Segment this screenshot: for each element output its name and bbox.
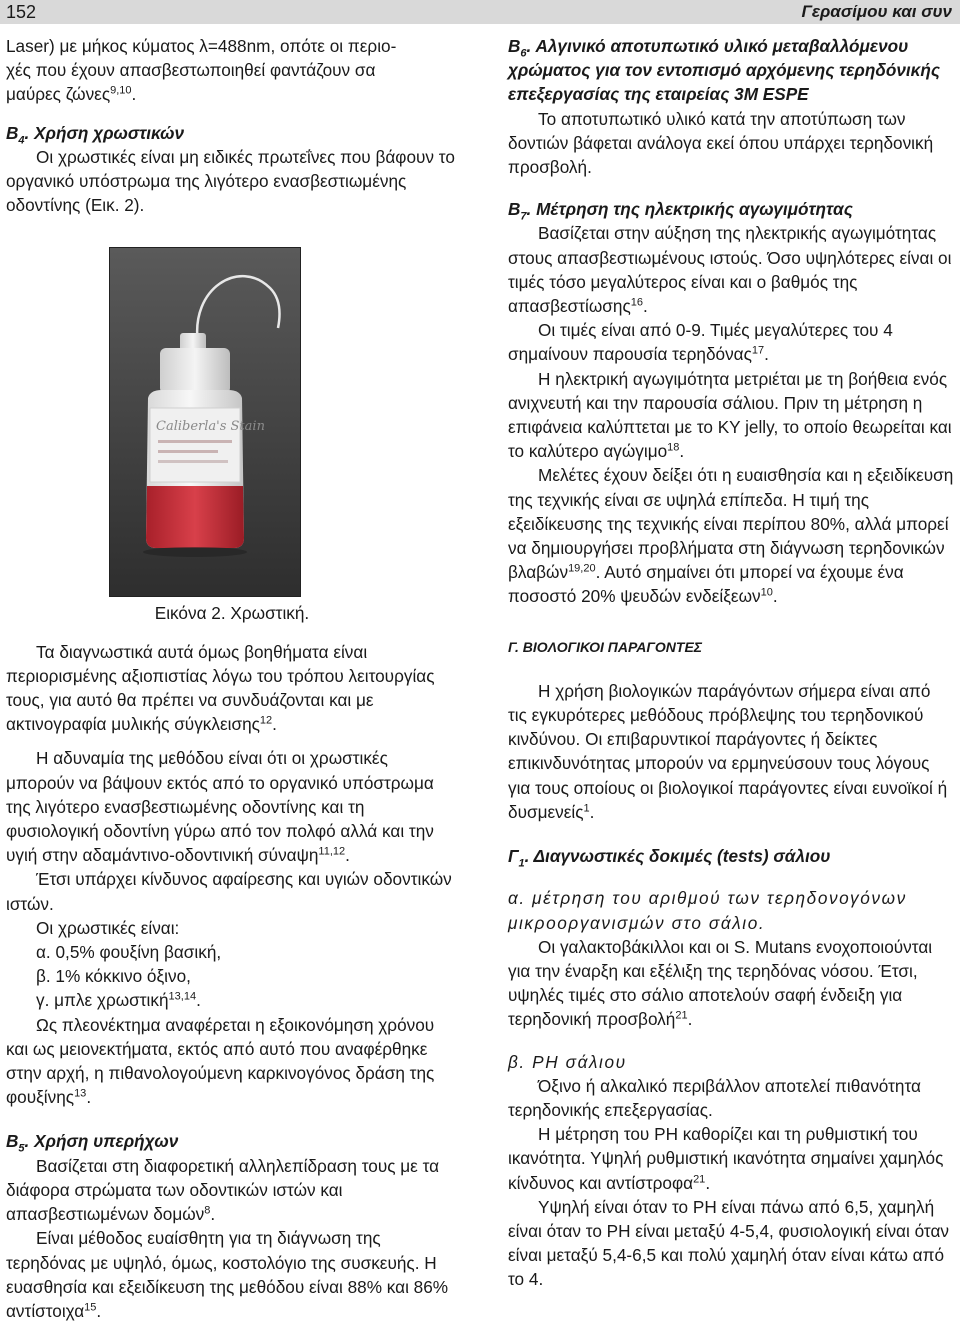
left-column [6,34,458,1323]
paragraph: Η αδυναμία της μεθόδου είναι ότι οι χρωστικές μπορούν να βάψουν εκτός από το οργανικό υπόστρωμα της λιγότερο ενασβεστιωμένης οδοντίνης και τη φυσιολογική οδοντίνη γύρω από τον πολφό αλλά και την υγιή στην αδαμάντινο-οδοντινική σύναψη$^{11,12}$. [6,748,434,866]
paragraph: Βασίζεται στη διαφορετική αλληλεπίδραση τους με τα διάφορα στρώματα των οδοντικών ιστών και απασβεστιωμένων δομών$^8$. [6,1155,440,1225]
list-item: α. 0,5% φουξίνη βασική, [36,942,222,963]
paragraph: Μελέτες έχουν δείξει ότι η ευαισθησία και η εξειδίκευση της τεχνικής είναι σε υψηλά επίπεδα. Η τιμή της εξειδίκευσης της τεχνικής είναι περίπου 80%, αλλά μπορεί να δημιουργήσει προβλήματα στη διάγνωση τερηδονικών βλαβών$^{19,20}$. Αυτό σημαίνει ότι μπορεί να έχουμε ένα ποσοστό 20% ψευδών ενδείξεων$^{10}$. [508,465,954,607]
right-column [508,34,954,1292]
paragraph: Οι γαλακτοβάκιλλοι και οι S. Mutans ενοχοποιούνται για την έναρξη και εξέλιξη της τερηδόνας νόσου. Έτσι, υψηλές τιμές στο σάλιο αποτελούν σαφή ένδειξη για τερηδονική προσβολή$^{21}$. [508,936,933,1030]
paragraph: Είναι μέθοδος ευαίσθητη για τη διάγνωση της τερηδόνας με υψηλό, όμως, κοστολόγιο της συσκευής. Η ευασθησία και εξειδίκευση της μεθόδου είναι 88% και 86% αντίστοιχα$^{15}$. [6,1228,449,1321]
subheading-a: α. μέτρηση του αριθμού των τερηδονογόνων μικροοργανισμών στο σάλιο. [508,888,907,933]
section-heading-b7: $B_7$. Μέτρηση της ηλεκτρικής αγωγιμότητας [508,199,853,223]
paragraph: Υψηλή είναι όταν το PH είναι πάνω από 6,5, χαμηλή είναι όταν το PH είναι μεταξύ 4-5,4, φυσιολογική είναι όταν είναι μεταξύ 5,4-6,5 και πολύ χαμηλή όταν είναι κάτω από το 4. [508,1196,949,1290]
paragraph: Η ηλεκτρική αγωγιμότητα μετριέται με τη βοήθεια ενός ανιχνευτή και την παρουσία σάλιου. Πριν τη μέτρηση η επιφάνεια καλύπτεται με το KY jelly, το οποίο θεωρείται και το καλύτερο αγώγιμο$^{18}$. [508,368,952,462]
figure-caption: Εικόνα 2. Χρωστική. [154,603,310,624]
section-heading-g1: $\Gamma_1$. Διαγνωστικές δοκιμές (tests) σάλιου [508,846,831,870]
paragraph: Οι χρωστικές είναι μη ειδικές πρωτεΐνες που βάφουν το οργανικό υπόστρωμα της λιγότερο ενασβεστιωμένης οδοντίνης (Εικ. 2). [6,146,455,216]
paragraph: Η μέτρηση του PH καθορίζει και τη ρυθμιστική του ικανότητα. Υψηλή ρυθμιστική ικανότητα σημαίνει χαμηλός κίνδυνος και αντίστροφα$^{21}$. [508,1124,944,1193]
list-item: β. 1% κόκκινο όξινο, [36,966,191,987]
paragraph: Η χρήση βιολογικών παράγόντων σήμερα είναι από τις εγκυρότερες μεθόδους πρόβλεψης του τερηδονικού κινδύνου. Οι επιβαρυντικοί παράγοντες ή δείκτες επικινδυνότητας μπορούν να ερμηνεύσουν τους λόγους για τους οποίους οι βιολογικοί παράγοντες είναι ευνοϊκοί ή δυσμενείς$^1$. [508,680,948,822]
page-number: 152 [6,2,37,22]
section-heading-b6: $B_6$. Αλγινικό αποτυπωτικό υλικό μεταβαλλόμενου χρώματος για τον εντοπισμό αρχόμενης τερηδόνικής επεξεργασίας της εταιρείας 3M ESPE [508,36,941,105]
stain-bottle-photo [109,247,301,597]
bottle-illustration [110,248,300,596]
paragraph: Laser) με μήκος κύματος λ=488nm, οπότε οι περιο- χές που έχουν απασβεστωποιηθεί φαντάζουν σα μαύρες ζώνες$^{9,10}$. [6,36,397,105]
paragraph: Ως πλεονέκτημα αναφέρεται η εξοικονόμηση χρόνου και ως μειονεκτήματα, εκτός από αυτό που αναφέρθηκε στην αρχή, η πιθανολογούμενη καρκινογόνος δράση της φουξίνης$^{13}$. [6,1014,435,1108]
paragraph: Όξινο ή αλκαλικό περιβάλλον αποτελεί πιθανότητα τερηδονικής επεξεργασίας. [508,1075,921,1120]
paragraph: Έτσι υπάρχει κίνδυνος αφαίρεσης και υγιών οδοντικών ιστών. [6,869,452,914]
svg-text:Caliberla's Stain: Caliberla's Stain [156,419,265,435]
section-heading-b4: $B_4$. Χρήση χρωστικών [6,122,185,147]
paragraph: Οι χρωστικές είναι: [36,917,180,938]
section-title-gamma: Γ. ΒΙΟΛΟΓΙΚΟΙ ΠΑΡΑΓΟΝΤΕΣ [508,638,703,655]
subheading-b: β. PH σάλιου [508,1051,627,1072]
running-head: Γερασίμου και συν [801,2,952,21]
paragraph: Τα διαγνωστικά αυτά όμως βοηθήματα είναι περιορισμένης αξιοπιστίας λόγω του τρόπου λειτουργίας τους, για αυτό θα πρέπει να συνδυάζονται και με ακτινογραφία μυλικής σύγκλεισης$^{12}$. [6,641,435,735]
list-item: γ. μπλε χρωστική$^{13,14}$. [36,990,201,1011]
section-heading-b5: $B_5$. Χρήση υπερήχων [6,1131,179,1155]
paragraph: Βασίζεται στην αύξηση της ηλεκτρικής αγωγιμότητας στους απασβεστιωμένους ιστούς. Όσο υψηλότερες είναι οι τιμές τόσο μεγαλύτερος είναι και ο βαθμός της απασβεστίωσης$^{16}$. [508,223,952,317]
paragraph: Οι τιμές είναι από 0-9. Τιμές μεγαλύτερες του 4 σημαίνουν παρουσία τερηδόνας$^{17}$. [508,320,893,365]
paragraph: Το αποτυπωτικό υλικό κατά την αποτύπωση των δοντιών βάφεται ανάλογα εκεί όπου υπάρχει τερηδονική προσβολή. [508,108,934,178]
